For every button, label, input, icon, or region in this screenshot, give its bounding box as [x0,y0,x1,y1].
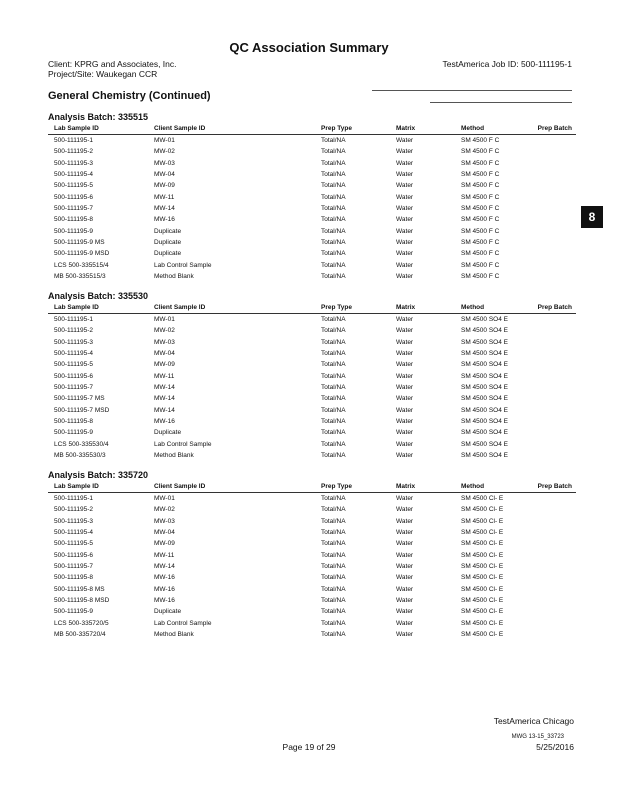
table-row [48,180,576,191]
cell-lab-sample-id: MB 500-335530/3 [54,452,106,460]
cell-method: SM 4500 Cl- E [461,506,504,514]
cell-lab-sample-id: 500-111195-2 [54,506,94,514]
table-row [48,493,576,504]
cell-prep-type: Total/NA [321,327,346,335]
cell-method: SM 4500 F C [461,171,500,179]
cell-matrix: Water [396,540,414,548]
table-row [48,169,576,180]
cell-lab-sample-id: 500-111195-9 MSD [54,250,110,258]
cell-client-sample-id: MW-14 [154,395,175,403]
cell-prep-type: Total/NA [321,372,346,380]
col-prep-type: Prep Type [321,304,352,311]
cell-method: SM 4500 Cl- E [461,495,504,502]
table-row [48,248,576,259]
cell-matrix: Water [396,159,414,167]
cell-client-sample-id: Duplicate [154,227,182,235]
page-title: QC Association Summary [229,40,389,55]
cell-method: SM 4500 F C [461,205,500,213]
cell-lab-sample-id: 500-111195-6 [54,551,94,559]
cell-method: SM 4500 SO4 E [461,384,508,392]
cell-prep-type: Total/NA [321,350,346,358]
cell-matrix: Water [396,239,414,247]
cell-lab-sample-id: 500-111195-5 [54,182,94,190]
cell-matrix: Water [396,261,414,269]
cell-lab-sample-id: 500-111195-1 [54,495,94,502]
cell-lab-sample-id: 500-111195-7 [54,563,94,571]
table-row [48,618,576,629]
cell-method: SM 4500 SO4 E [461,372,508,380]
cell-client-sample-id: Method Blank [154,273,194,281]
col-lab-sample-id: Lab Sample ID [54,304,99,311]
table-row [48,348,576,359]
cell-prep-type: Total/NA [321,574,346,582]
cell-prep-type: Total/NA [321,517,346,525]
cell-lab-sample-id: 500-111195-4 [54,529,94,537]
cell-matrix: Water [396,429,414,437]
report-date: 5/25/2016 [536,742,574,752]
cell-client-sample-id: MW-03 [154,159,175,167]
cell-lab-sample-id: 500-111195-2 [54,327,94,335]
cell-method: SM 4500 SO4 E [461,395,508,403]
cell-method: SM 4500 SO4 E [461,350,508,358]
cell-prep-type: Total/NA [321,273,346,281]
cell-prep-type: Total/NA [321,338,346,346]
cell-lab-sample-id: 500-111195-3 [54,517,94,525]
cell-matrix: Water [396,216,414,224]
cell-client-sample-id: Method Blank [154,452,194,460]
table-row [48,237,576,248]
cell-client-sample-id: Lab Control Sample [154,261,212,269]
table-row [48,572,576,583]
cell-matrix: Water [396,495,414,502]
cell-method: SM 4500 SO4 E [461,440,508,448]
footer-lab-name: TestAmerica Chicago [493,716,574,726]
cell-client-sample-id: MW-14 [154,384,175,392]
cell-method: SM 4500 F C [461,159,500,167]
cell-client-sample-id: MW-02 [154,148,175,156]
cell-lab-sample-id: MB 500-335720/4 [54,631,106,639]
section-title: General Chemistry (Continued) [48,90,211,102]
cell-client-sample-id: MW-09 [154,361,175,369]
cell-prep-type: Total/NA [321,261,346,269]
cell-prep-type: Total/NA [321,137,346,144]
cell-matrix: Water [396,418,414,426]
cell-prep-type: Total/NA [321,316,346,323]
cell-client-sample-id: Lab Control Sample [154,440,212,448]
cell-lab-sample-id: 500-111195-8 MS [54,585,105,593]
col-matrix: Matrix [396,483,416,490]
cell-method: SM 4500 Cl- E [461,540,504,548]
cell-lab-sample-id: 500-111195-8 MSD [54,597,110,605]
cell-matrix: Water [396,137,414,144]
cell-prep-type: Total/NA [321,563,346,571]
cell-prep-type: Total/NA [321,495,346,502]
cell-prep-type: Total/NA [321,159,346,167]
cell-method: SM 4500 Cl- E [461,619,504,627]
batch-title: Analysis Batch: 335720 [48,470,149,480]
table-row [48,382,576,393]
cell-matrix: Water [396,440,414,448]
cell-lab-sample-id: 500-111195-8 [54,574,94,582]
cell-method: SM 4500 F C [461,273,500,281]
cell-method: SM 4500 SO4 E [461,316,508,323]
page-number: Page 19 of 29 [282,742,336,752]
cell-lab-sample-id: LCS 500-335530/4 [54,440,109,448]
cell-matrix: Water [396,205,414,213]
table-row [48,550,576,561]
analysis-batch-335530 [48,289,576,461]
cell-matrix: Water [396,193,414,201]
cell-prep-type: Total/NA [321,227,346,235]
cell-method: SM 4500 Cl- E [461,551,504,559]
cell-method: SM 4500 Cl- E [461,585,504,593]
cell-prep-type: Total/NA [321,395,346,403]
cell-matrix: Water [396,551,414,559]
cell-client-sample-id: MW-04 [154,350,175,358]
cell-matrix: Water [396,350,414,358]
cell-lab-sample-id: 500-111195-6 [54,372,94,380]
cell-client-sample-id: MW-09 [154,540,175,548]
table-row [48,260,576,271]
cell-client-sample-id: MW-04 [154,529,175,537]
cell-matrix: Water [396,327,414,335]
cell-prep-type: Total/NA [321,585,346,593]
cell-prep-type: Total/NA [321,506,346,514]
cell-lab-sample-id: 500-111195-1 [54,137,94,144]
cell-lab-sample-id: 500-111195-2 [54,148,94,156]
table-row [48,439,576,450]
cell-method: SM 4500 F C [461,193,500,201]
table-row [48,371,576,382]
col-client-sample-id: Client Sample ID [154,125,206,132]
cell-method: SM 4500 SO4 E [461,327,508,335]
cell-lab-sample-id: 500-111195-6 [54,193,94,201]
cell-prep-type: Total/NA [321,529,346,537]
cell-method: SM 4500 SO4 E [461,338,508,346]
col-method: Method [461,304,485,311]
cell-lab-sample-id: LCS 500-335515/4 [54,261,109,269]
cell-lab-sample-id: 500-111195-7 [54,205,94,213]
header-rule-bottom [430,102,572,103]
cell-lab-sample-id: 500-111195-7 MSD [54,406,110,414]
table-row [48,405,576,416]
col-lab-sample-id: Lab Sample ID [54,125,99,132]
cell-prep-type: Total/NA [321,631,346,639]
cell-client-sample-id: MW-16 [154,418,175,426]
cell-method: SM 4500 F C [461,227,500,235]
cell-client-sample-id: MW-09 [154,182,175,190]
cell-client-sample-id: MW-11 [154,193,175,201]
table-row [48,192,576,203]
cell-lab-sample-id: 500-111195-3 [54,159,94,167]
cell-matrix: Water [396,250,414,258]
cell-matrix: Water [396,338,414,346]
cell-lab-sample-id: 500-111195-4 [54,171,94,179]
col-lab-sample-id: Lab Sample ID [54,483,99,490]
cell-method: SM 4500 SO4 E [461,361,508,369]
project-site: Project/Site: Waukegan CCR [48,69,158,79]
table-row [48,595,576,606]
cell-method: SM 4500 Cl- E [461,608,504,616]
cell-method: SM 4500 F C [461,261,500,269]
table-header [48,303,576,314]
cell-client-sample-id: Duplicate [154,608,182,616]
cell-lab-sample-id: 500-111195-9 [54,227,94,235]
cell-method: SM 4500 Cl- E [461,597,504,605]
col-matrix: Matrix [396,125,416,132]
col-prep-batch: Prep Batch [537,483,572,490]
cell-prep-type: Total/NA [321,452,346,460]
table-row [48,427,576,438]
cell-method: SM 4500 F C [461,239,500,247]
table-row [48,359,576,370]
client-name: Client: KPRG and Associates, Inc. [48,59,177,69]
cell-client-sample-id: MW-16 [154,597,175,605]
cell-client-sample-id: MW-01 [154,137,175,144]
cell-method: SM 4500 Cl- E [461,631,504,639]
table-row [48,226,576,237]
batch-title: Analysis Batch: 335515 [48,112,149,122]
cell-lab-sample-id: 500-111195-5 [54,361,94,369]
table-row [48,158,576,169]
cell-lab-sample-id: MB 500-335515/3 [54,273,106,281]
cell-prep-type: Total/NA [321,440,346,448]
cell-lab-sample-id: 500-111195-5 [54,540,94,548]
cell-method: SM 4500 Cl- E [461,574,504,582]
cell-prep-type: Total/NA [321,619,346,627]
col-client-sample-id: Client Sample ID [154,483,206,490]
cell-client-sample-id: MW-11 [154,372,175,380]
col-prep-batch: Prep Batch [537,304,572,311]
cell-client-sample-id: MW-14 [154,406,175,414]
footer-stamp: MWG 13-15_33723 [511,734,564,740]
table-row [48,629,576,640]
cell-prep-type: Total/NA [321,239,346,247]
cell-method: SM 4500 F C [461,216,500,224]
table-row [48,538,576,549]
cell-client-sample-id: MW-14 [154,205,175,213]
header-rule-top [372,90,572,91]
cell-client-sample-id: Method Blank [154,631,194,639]
cell-lab-sample-id: 500-111195-3 [54,338,94,346]
cell-method: SM 4500 F C [461,148,500,156]
cell-client-sample-id: MW-01 [154,316,175,323]
cell-matrix: Water [396,585,414,593]
cell-prep-type: Total/NA [321,540,346,548]
cell-matrix: Water [396,619,414,627]
cell-client-sample-id: MW-16 [154,574,175,582]
cell-prep-type: Total/NA [321,597,346,605]
cell-method: SM 4500 SO4 E [461,429,508,437]
cell-method: SM 4500 SO4 E [461,418,508,426]
cell-lab-sample-id: 500-111195-1 [54,316,94,323]
cell-lab-sample-id: LCS 500-335720/5 [54,619,109,627]
cell-client-sample-id: Lab Control Sample [154,619,212,627]
cell-lab-sample-id: 500-111195-7 [54,384,94,392]
cell-matrix: Water [396,171,414,179]
cell-client-sample-id: MW-01 [154,495,175,502]
cell-matrix: Water [396,517,414,525]
table-body [48,493,576,640]
cell-client-sample-id: Duplicate [154,250,182,258]
cell-matrix: Water [396,384,414,392]
table-row [48,527,576,538]
cell-prep-type: Total/NA [321,182,346,190]
table-row [48,504,576,515]
cell-method: SM 4500 Cl- E [461,563,504,571]
analysis-batch-335515 [48,110,576,282]
table-row [48,135,576,146]
cell-lab-sample-id: 500-111195-9 [54,429,94,437]
table-row [48,450,576,461]
cell-matrix: Water [396,406,414,414]
cell-matrix: Water [396,529,414,537]
cell-method: SM 4500 SO4 E [461,452,508,460]
cell-prep-type: Total/NA [321,384,346,392]
cell-prep-type: Total/NA [321,205,346,213]
cell-matrix: Water [396,361,414,369]
cell-lab-sample-id: 500-111195-9 MS [54,239,105,247]
cell-prep-type: Total/NA [321,148,346,156]
cell-prep-type: Total/NA [321,608,346,616]
cell-matrix: Water [396,395,414,403]
table-row [48,203,576,214]
cell-client-sample-id: MW-04 [154,171,175,179]
cell-matrix: Water [396,452,414,460]
col-prep-type: Prep Type [321,483,352,490]
cell-lab-sample-id: 500-111195-4 [54,350,94,358]
col-method: Method [461,125,485,132]
table-header [48,124,576,135]
cell-matrix: Water [396,608,414,616]
cell-matrix: Water [396,563,414,571]
cell-client-sample-id: Duplicate [154,239,182,247]
cell-client-sample-id: MW-11 [154,551,175,559]
cell-method: SM 4500 F C [461,137,500,144]
section-tab-badge: 8 [581,206,603,228]
col-matrix: Matrix [396,304,416,311]
cell-client-sample-id: MW-02 [154,327,175,335]
cell-client-sample-id: MW-14 [154,563,175,571]
table-row [48,271,576,282]
col-prep-batch: Prep Batch [537,125,572,132]
cell-method: SM 4500 F C [461,250,500,258]
cell-matrix: Water [396,316,414,323]
table-row [48,606,576,617]
table-row [48,561,576,572]
col-client-sample-id: Client Sample ID [154,304,206,311]
cell-prep-type: Total/NA [321,361,346,369]
cell-prep-type: Total/NA [321,406,346,414]
analysis-batch-335720 [48,468,576,640]
table-row [48,584,576,595]
cell-matrix: Water [396,631,414,639]
cell-client-sample-id: MW-16 [154,585,175,593]
table-row [48,337,576,348]
job-id: TestAmerica Job ID: 500-111195-1 [442,59,572,69]
cell-client-sample-id: MW-03 [154,338,175,346]
cell-lab-sample-id: 500-111195-8 [54,418,94,426]
cell-prep-type: Total/NA [321,171,346,179]
table-row [48,214,576,225]
cell-matrix: Water [396,597,414,605]
cell-matrix: Water [396,227,414,235]
table-row [48,325,576,336]
table-body [48,135,576,282]
cell-method: SM 4500 Cl- E [461,529,504,537]
table-row [48,146,576,157]
col-prep-type: Prep Type [321,125,352,132]
table-row [48,393,576,404]
cell-matrix: Water [396,574,414,582]
cell-lab-sample-id: 500-111195-9 [54,608,94,616]
cell-client-sample-id: MW-03 [154,517,175,525]
cell-prep-type: Total/NA [321,551,346,559]
cell-prep-type: Total/NA [321,216,346,224]
cell-method: SM 4500 Cl- E [461,517,504,525]
cell-client-sample-id: MW-16 [154,216,175,224]
table-header [48,482,576,493]
cell-prep-type: Total/NA [321,429,346,437]
cell-prep-type: Total/NA [321,418,346,426]
cell-matrix: Water [396,273,414,281]
cell-lab-sample-id: 500-111195-7 MS [54,395,105,403]
cell-lab-sample-id: 500-111195-8 [54,216,94,224]
table-row [48,416,576,427]
cell-matrix: Water [396,148,414,156]
cell-client-sample-id: MW-02 [154,506,175,514]
cell-matrix: Water [396,506,414,514]
cell-method: SM 4500 F C [461,182,500,190]
table-row [48,314,576,325]
table-row [48,516,576,527]
cell-method: SM 4500 SO4 E [461,406,508,414]
cell-prep-type: Total/NA [321,193,346,201]
cell-prep-type: Total/NA [321,250,346,258]
cell-matrix: Water [396,372,414,380]
batch-title: Analysis Batch: 335530 [48,291,149,301]
col-method: Method [461,483,485,490]
table-body [48,314,576,461]
cell-client-sample-id: Duplicate [154,429,182,437]
cell-matrix: Water [396,182,414,190]
